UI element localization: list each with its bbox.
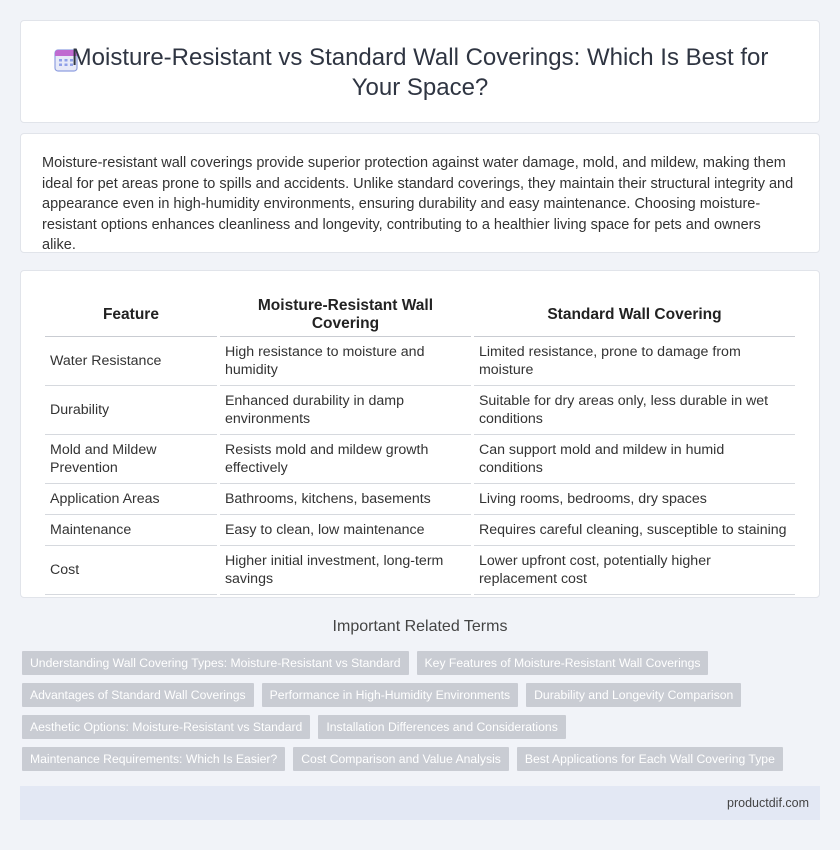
comparison-card [20,270,820,598]
table-header-standard: Standard Wall Covering [474,293,795,337]
table-cell-feature: Durability [45,386,217,435]
related-term-tag[interactable]: Best Applications for Each Wall Covering Type [517,747,783,771]
related-term-tag[interactable]: Performance in High-Humidity Environments [262,683,518,707]
table-row [45,484,795,515]
footer [20,786,820,820]
table-header-feature: Feature [45,293,217,337]
footer-site-link[interactable]: productdif.com [727,796,809,810]
related-term-tag[interactable]: Cost Comparison and Value Analysis [293,747,509,771]
table-cell-feature: Maintenance [45,515,217,546]
related-term-tag[interactable]: Key Features of Moisture-Resistant Wall Coverings [417,651,709,675]
related-term-tag[interactable]: Advantages of Standard Wall Coverings [22,683,254,707]
related-term-tag[interactable]: Durability and Longevity Comparison [526,683,741,707]
table-cell-feature: Application Areas [45,484,217,515]
table-cell-standard: Living rooms, bedrooms, dry spaces [474,484,795,515]
table-cell-feature: Mold and Mildew Prevention [45,435,217,484]
intro-paragraph: Moisture-resistant wall coverings provide superior protection against water damage, mold, and mildew, making them ideal for pet areas prone to spills and accidents. Unlike standard coverings, they maintain their structural integrity and appearance even in high-humidity environments, ensuring durability and easy maintenance. Choosing moisture-resistant options enhances cleanliness and longevity, contributing to a healthier living space for pets and owners alike. [42,155,794,254]
related-term-tag[interactable]: Installation Differences and Considerations [318,715,565,739]
table-cell-standard: Requires careful cleaning, susceptible to staining [474,515,795,546]
table-cell-standard: Limited resistance, prone to damage from moisture [474,337,795,386]
table-cell-moisture-resistant: Easy to clean, low maintenance [220,515,471,546]
table-cell-moisture-resistant: Resists mold and mildew growth effectively [220,435,471,484]
table-row [45,337,795,386]
related-terms-list [22,651,822,779]
table-header-row [45,293,795,337]
table-cell-feature: Cost [45,546,217,595]
table-row [45,386,795,435]
table-cell-standard: Suitable for dry areas only, less durable in wet conditions [474,386,795,435]
table-cell-standard: Can support mold and mildew in humid conditions [474,435,795,484]
comparison-table [42,293,798,595]
intro-card [20,133,820,253]
related-term-tag[interactable]: Maintenance Requirements: Which Is Easier? [22,747,285,771]
table-cell-moisture-resistant: Enhanced durability in damp environments [220,386,471,435]
table-cell-feature: Water Resistance [45,337,217,386]
table-cell-moisture-resistant: Bathrooms, kitchens, basements [220,484,471,515]
header-card [20,20,820,123]
table-cell-moisture-resistant: Higher initial investment, long-term savings [220,546,471,595]
table-row [45,515,795,546]
table-cell-moisture-resistant: High resistance to moisture and humidity [220,337,471,386]
related-term-tag[interactable]: Understanding Wall Covering Types: Moisture-Resistant vs Standard [22,651,409,675]
related-terms-title: Important Related Terms [332,618,508,635]
table-row [45,435,795,484]
table-cell-standard: Lower upfront cost, potentially higher replacement cost [474,546,795,595]
table-header-moisture-resistant: Moisture-Resistant Wall Covering [220,293,471,337]
page-title: Moisture-Resistant vs Standard Wall Coverings: Which Is Best for Your Space? [71,44,769,101]
table-row [45,546,795,595]
related-term-tag[interactable]: Aesthetic Options: Moisture-Resistant vs Standard [22,715,310,739]
